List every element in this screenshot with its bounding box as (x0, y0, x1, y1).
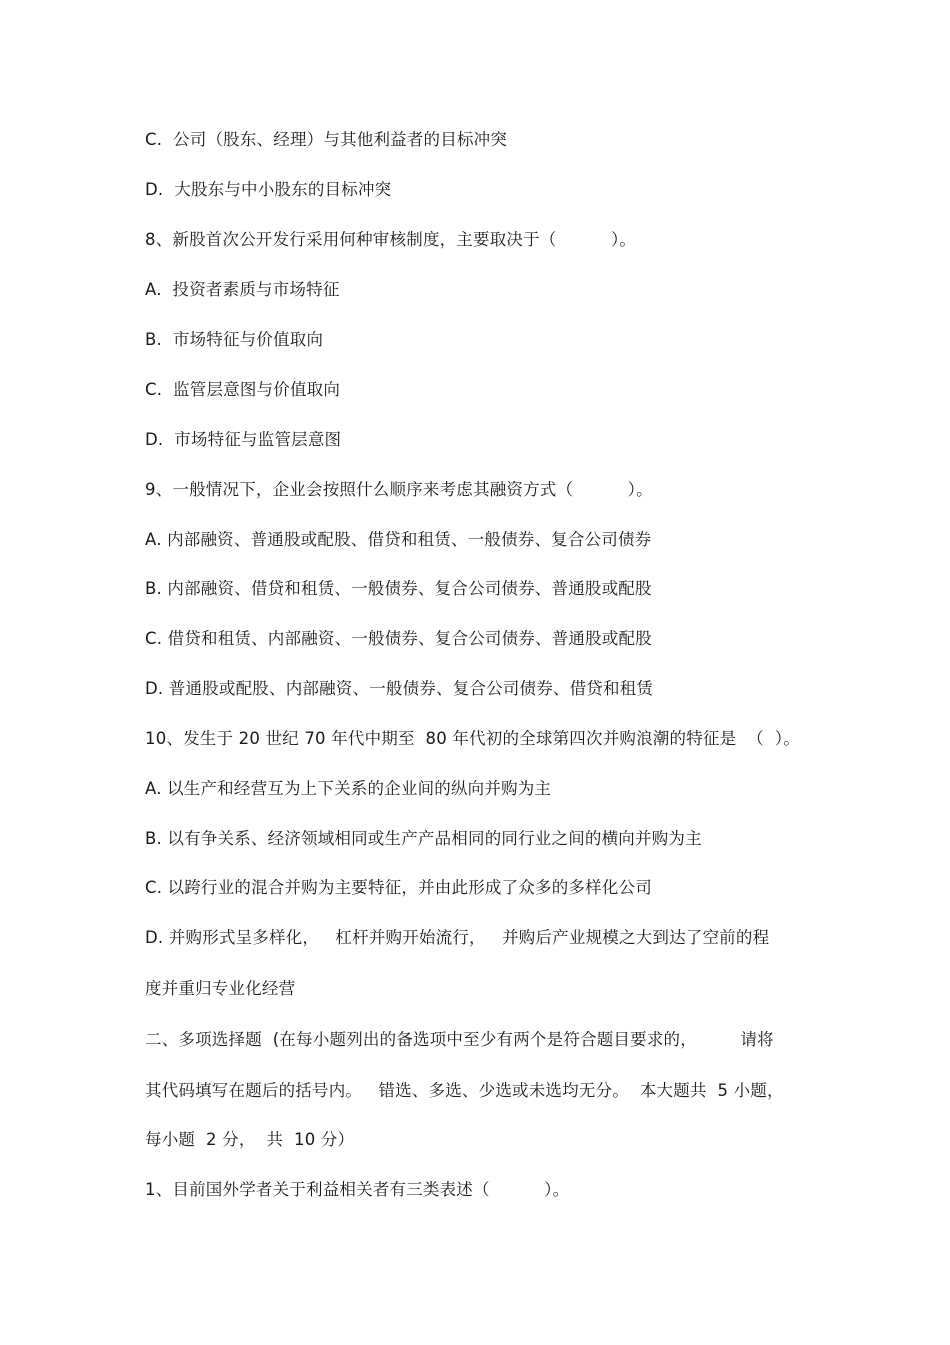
section-2-heading: 二、多项选择题 (在每小题列出的备选项中至少有两个是符合题目要求的， 请将 (145, 1030, 774, 1049)
option-8b: B. 市场特征与价值取向 (145, 330, 324, 349)
option-9a: A. 内部融资、普通股或配股、借贷和租赁、一般债券、复合公司债券 (145, 530, 652, 549)
section-2-heading-line-3: 每小题 2 分， 共 10 分） (145, 1130, 355, 1149)
option-7d: D. 大股东与中小股东的目标冲突 (145, 180, 392, 199)
option-10d: D. 并购形式呈多样化， 杠杆并购开始流行， 并购后产业规模之大到达了空前的程 (145, 928, 770, 947)
option-8c: C. 监管层意图与价值取向 (145, 380, 341, 399)
option-9b: B. 内部融资、借贷和租赁、一般债券、复合公司债券、普通股或配股 (145, 579, 652, 598)
section-2-heading-line-2: 其代码填写在题后的括号内。 错选、多选、少选或未选均无分。 本大题共 5 小题， (145, 1081, 784, 1100)
multi-question-1: 1、目前国外学者关于利益相关者有三类表述（ ）。 (145, 1180, 570, 1199)
option-10a: A. 以生产和经营互为上下关系的企业间的纵向并购为主 (145, 779, 552, 798)
option-10d-continued: 度并重归专业化经营 (145, 979, 296, 998)
option-7c: C. 公司（股东、经理）与其他利益者的目标冲突 (145, 130, 508, 149)
question-8: 8、新股首次公开发行采用何种审核制度，主要取决于（ ）。 (145, 230, 637, 249)
question-10: 10、发生于 20 世纪 70 年代中期至 80 年代初的全球第四次并购浪潮的特征是 （ ）。 (145, 729, 800, 748)
option-9c: C. 借贷和租赁、内部融资、一般债券、复合公司债券、普通股或配股 (145, 629, 652, 648)
option-8d: D. 市场特征与监管层意图 (145, 430, 342, 449)
option-8a: A. 投资者素质与市场特征 (145, 280, 340, 299)
option-10c: C. 以跨行业的混合并购为主要特征，并由此形成了众多的多样化公司 (145, 878, 652, 897)
option-9d: D. 普通股或配股、内部融资、一般债券、复合公司债券、借贷和租赁 (145, 679, 654, 698)
question-9: 9、一般情况下，企业会按照什么顺序来考虑其融资方式（ ）。 (145, 480, 653, 499)
option-10b: B. 以有争关系、经济领域相同或生产产品相同的同行业之间的横向并购为主 (145, 829, 702, 848)
